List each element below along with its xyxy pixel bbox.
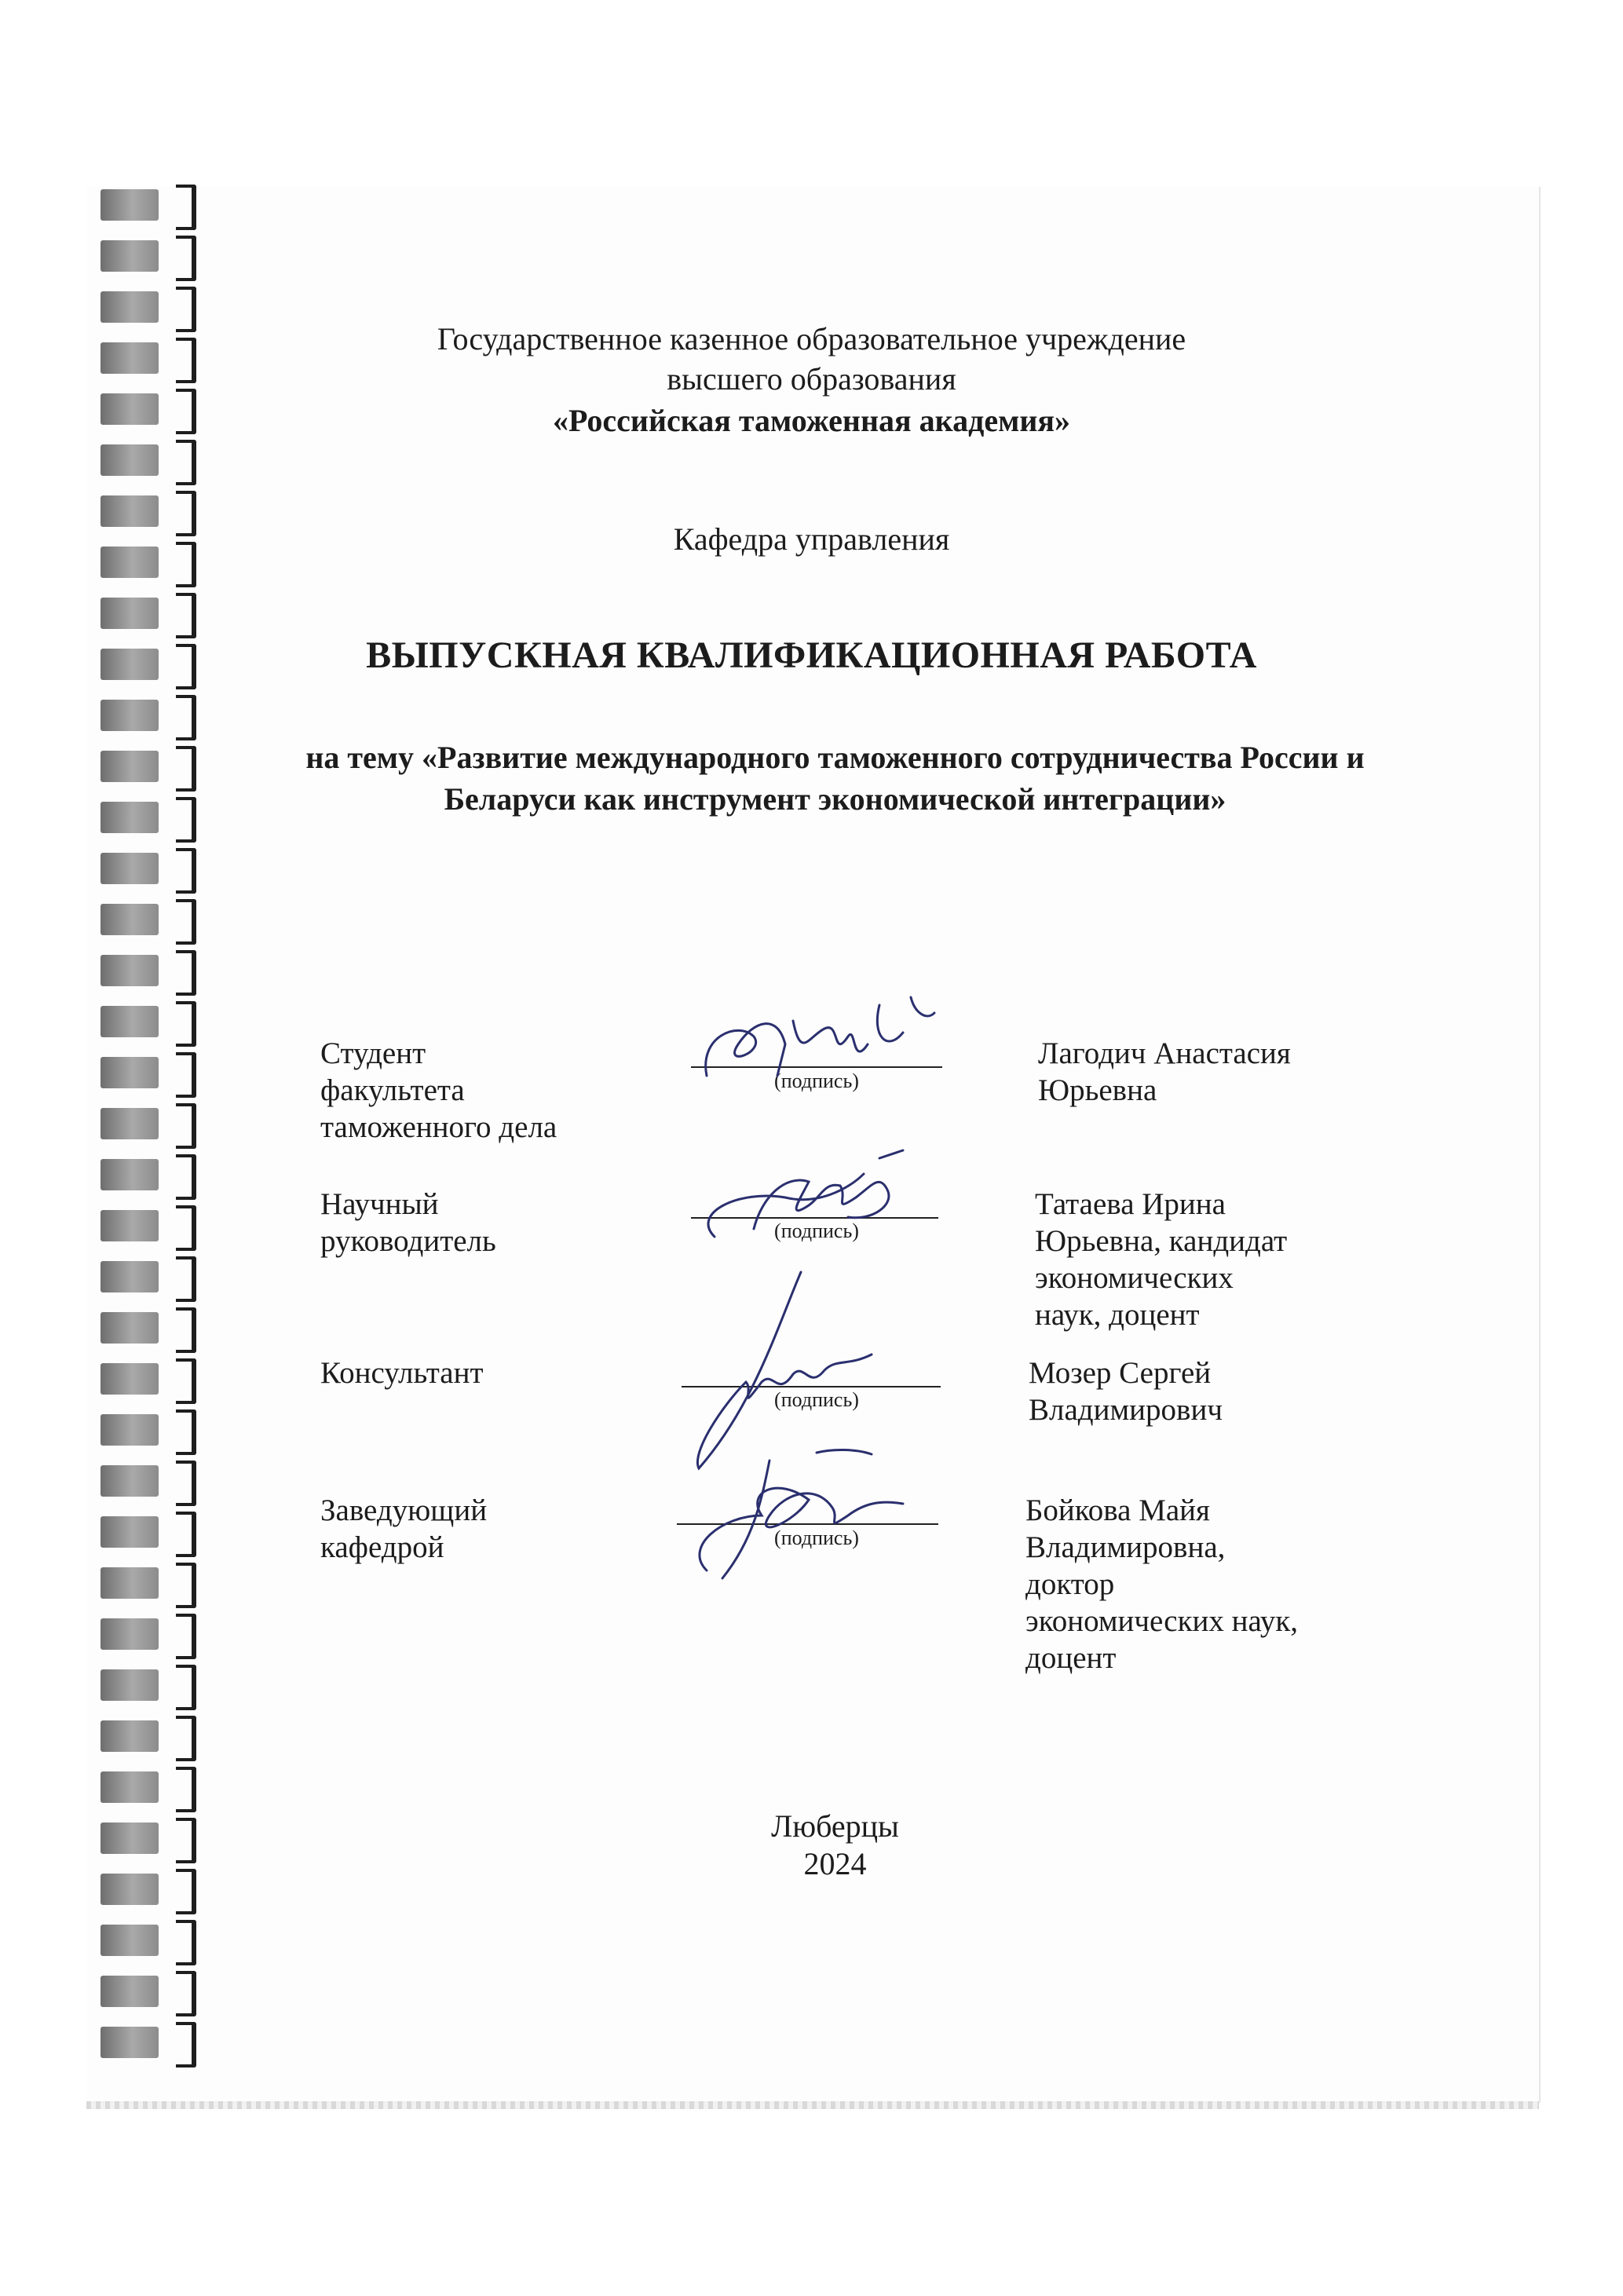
page-edge [86,2101,1539,2109]
city: Люберцы [771,1808,899,1844]
binding-ring [101,1920,195,1961]
student-signature-caption: (подпись) [774,1069,859,1092]
binding-ring [101,1103,195,1144]
student-name: Лагодич Анастасия Юрьевна [1038,1036,1291,1107]
department: Кафедра управления [673,521,950,557]
binding-ring [101,950,195,991]
binding-ring [101,1971,195,2012]
student-role: Студент факультета таможенного дела [320,1036,557,1144]
binding-ring [101,185,195,225]
binding-ring [101,1001,195,1042]
binding-ring [101,1614,195,1654]
binding-ring [101,1409,195,1450]
supervisor-name: Татаева Ирина Юрьевна, кандидат экономических наук, доцент [1035,1187,1288,1332]
consultant-name: Мозер Сергей Владимирович [1029,1356,1223,1427]
binding-ring [101,695,195,736]
supervisor-role: Научный руководитель [320,1187,496,1258]
binding-ring [101,1358,195,1399]
binding-ring [101,1307,195,1348]
binding-ring [101,848,195,889]
binding-ring [101,1767,195,1808]
binding-ring [101,1052,195,1093]
binding-ring [101,1716,195,1757]
binding-ring [101,1563,195,1603]
binding-ring [101,1665,195,1706]
head-of-department-role: Заведующий кафедрой [320,1493,488,1564]
institution-name: «Российская таможенная академия» [552,403,1071,438]
binding-ring [101,1256,195,1297]
binding-ring [101,236,195,276]
binding-ring [101,2022,195,2063]
binding-ring [101,1461,195,1501]
work-type-heading: ВЫПУСКНАЯ КВАЛИФИКАЦИОННАЯ РАБОТА [366,634,1257,676]
topic-line-2: Беларуси как инструмент экономической интеграции» [444,781,1226,817]
binding-ring [101,1512,195,1552]
student-signature [691,989,942,1095]
year: 2024 [803,1846,867,1881]
head-of-department-signature [675,1445,927,1590]
binding-ring [101,1154,195,1195]
consultant-role: Консультант [320,1356,484,1390]
institution-line-1: Государственное казенное образовательное учреждение [437,321,1186,356]
supervisor-signature-caption: (подпись) [774,1219,859,1242]
supervisor-signature [691,1143,942,1249]
binding-ring [101,593,195,634]
binding-ring [101,1205,195,1246]
head-of-department-name: Бойкова Майя Владимировна, доктор экономических наук, доцент [1025,1493,1299,1675]
head-signature-caption: (подпись) [774,1526,859,1549]
institution-line-2: высшего образования [667,361,956,397]
binding-ring [101,440,195,481]
consultant-signature-caption: (подпись) [774,1388,859,1411]
topic-line-1: на тему «Развитие международного таможенного сотрудничества России и [305,740,1365,775]
binding-ring [101,899,195,940]
